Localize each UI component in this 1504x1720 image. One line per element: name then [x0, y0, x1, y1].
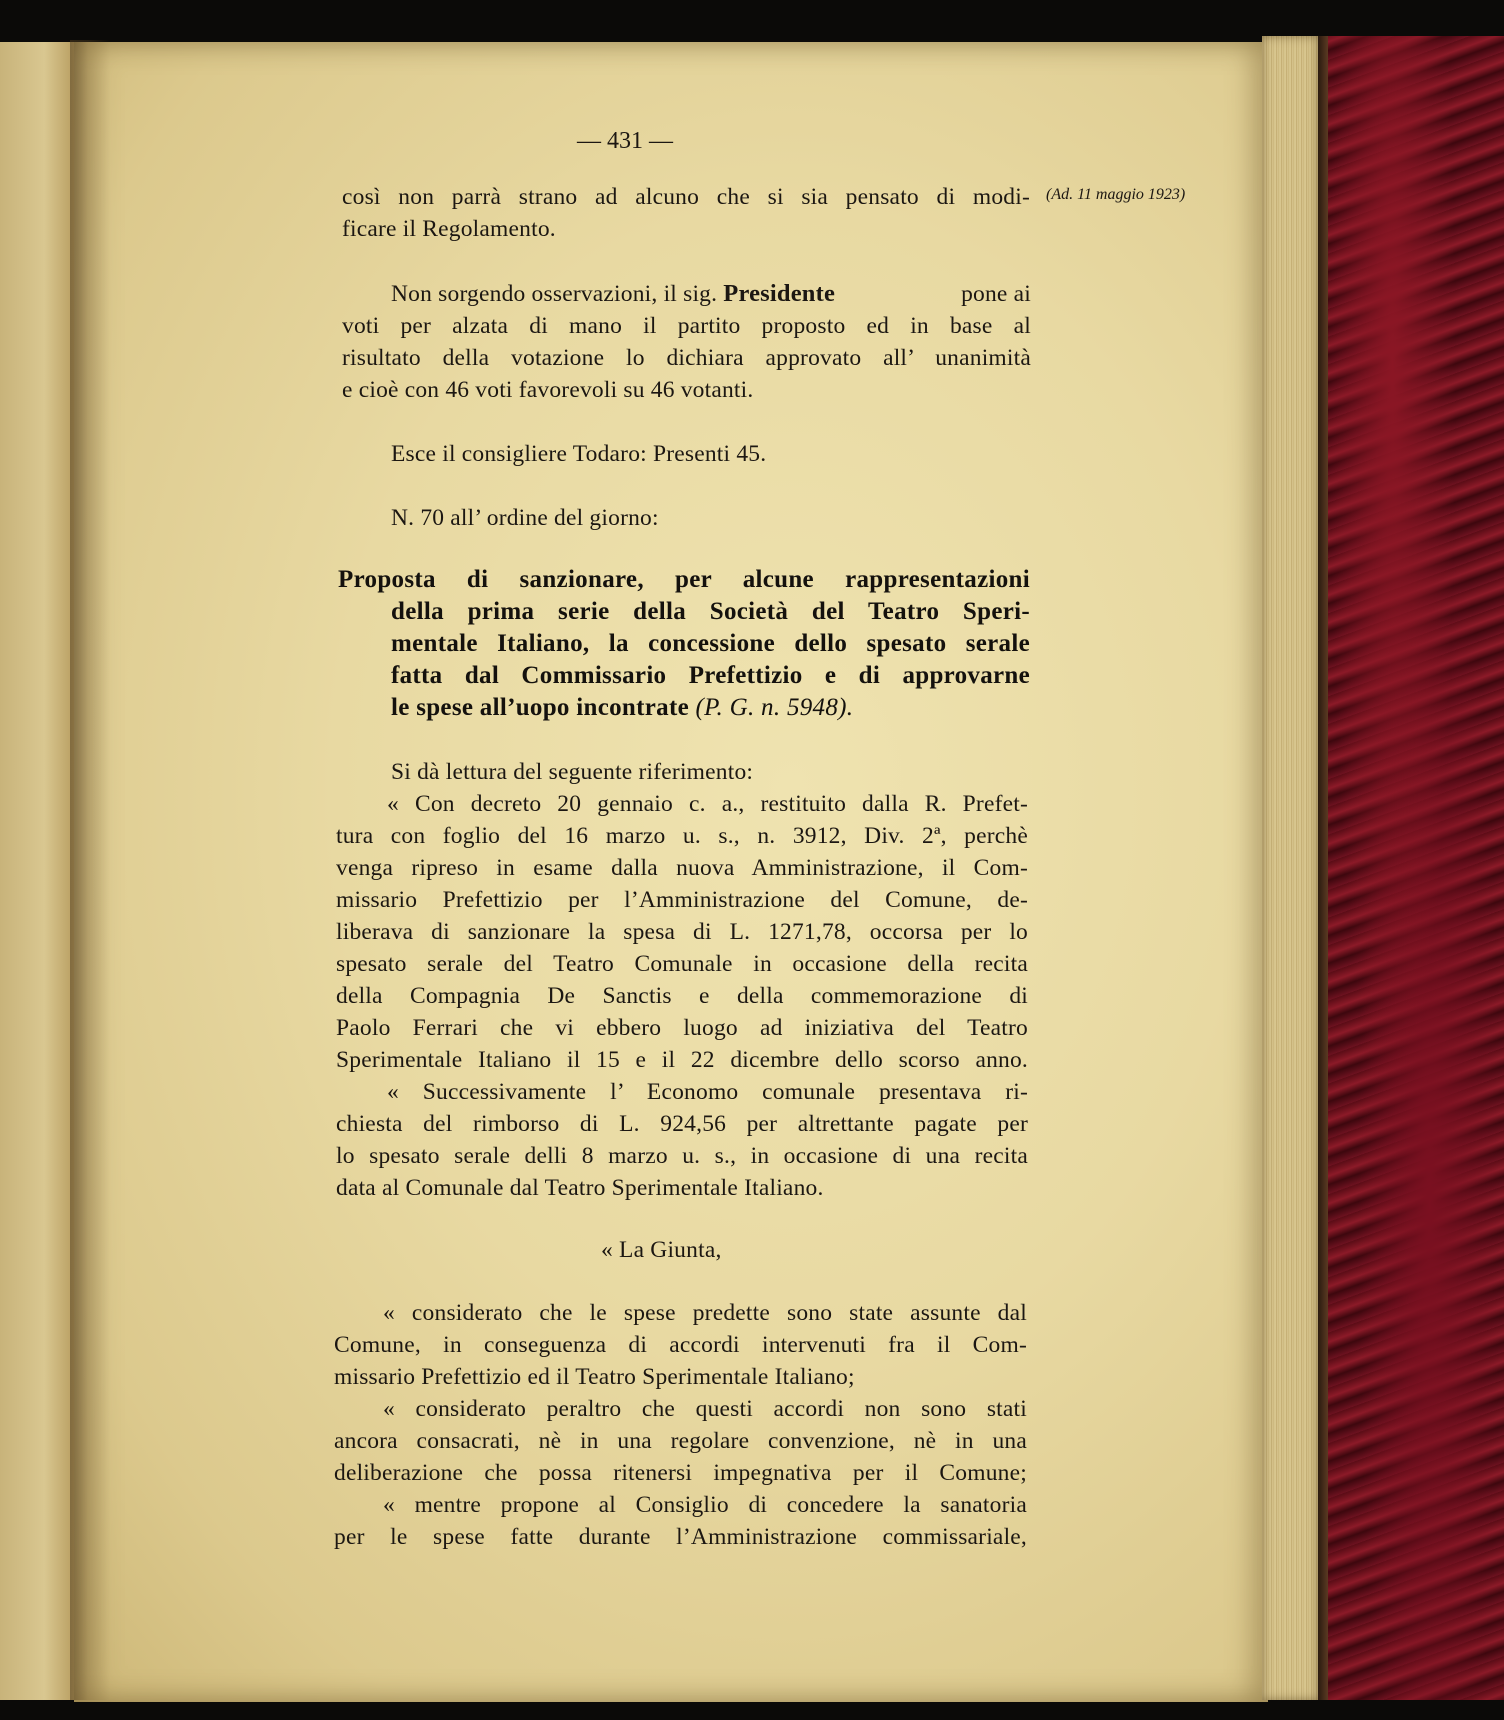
- text-line: « considerato che le spese predette sono state assunte dal: [383, 1300, 1027, 1326]
- text-line: « considerato peraltro che questi accordi non sono stati: [383, 1396, 1027, 1422]
- agenda-heading-line: fatta dal Commissario Prefettizio e di approvarne: [391, 662, 1030, 689]
- text-line: voti per alzata di mano il partito proposto ed in base al: [342, 313, 1031, 339]
- text-line: Esce il consigliere Todaro: Presenti 45.: [391, 441, 767, 467]
- protocol-reference: (P. G. n. 5948).: [695, 694, 854, 721]
- text-line: deliberazione che possa ritenersi impegnativa per il Comune;: [334, 1460, 1027, 1486]
- text-line: spesato serale del Teatro Comunale in occasione della recita: [336, 951, 1028, 977]
- text-line: lo spesato serale delli 8 marzo u. s., in occasione di una recita: [336, 1143, 1028, 1169]
- agenda-heading-line: della prima serie della Società del Teatro Speri-: [391, 598, 1030, 625]
- text-line: e cioè con 46 voti favorevoli su 46 votanti.: [342, 377, 754, 403]
- left-page-edge: [0, 42, 74, 1700]
- text-line: per le spese fatte durante l’Amministrazione commissariale,: [334, 1524, 1027, 1550]
- text-line: Si dà lettura del seguente riferimento:: [391, 759, 754, 785]
- text-line: data al Comunale dal Teatro Sperimentale Italiano.: [336, 1175, 824, 1201]
- agenda-heading-line: [391, 692, 853, 724]
- text-line: così non parrà strano ad alcuno che si sia pensato di modi-: [342, 184, 1030, 210]
- page-number: — 431 —: [577, 128, 673, 154]
- text-run: pone ai: [961, 281, 1031, 307]
- speaker-name: Presidente: [723, 280, 836, 307]
- page-edges-stack: [1262, 36, 1318, 1700]
- book-cover-marbled: [1318, 36, 1504, 1700]
- text-line: tura con foglio del 16 marzo u. s., n. 3912, Div. 2ª, perchè: [336, 823, 1028, 849]
- text-line: Paolo Ferrari che vi ebbero luogo ad iniziativa del Teatro: [336, 1015, 1028, 1041]
- text-line: Comune, in conseguenza di accordi intervenuti fra il Com-: [334, 1332, 1027, 1358]
- text-line: ficare il Regolamento.: [342, 216, 556, 242]
- text-line: N. 70 all’ ordine del giorno:: [391, 505, 659, 531]
- text-run: Non sorgendo osservazioni, il sig.: [391, 281, 724, 307]
- text-line: Sperimentale Italiano il 15 e il 22 dicembre dello scorso anno.: [336, 1047, 1028, 1073]
- text-line: missario Prefettizio ed il Teatro Sperimentale Italiano;: [334, 1364, 855, 1390]
- book-gutter: [70, 40, 110, 1700]
- text-line: chiesta del rimborso di L. 924,56 per altrettante pagate per: [336, 1111, 1028, 1137]
- book-cover-edge: [1318, 36, 1328, 1700]
- text-line: [391, 278, 1031, 310]
- text-line: venga ripreso in esame dalla nuova Amministrazione, il Com-: [336, 855, 1028, 881]
- text-line: liberava di sanzionare la spesa di L. 1271,78, occorsa per lo: [336, 919, 1028, 945]
- text-line: della Compagnia De Sanctis e della commemorazione di: [336, 983, 1028, 1009]
- heading-text: le spese all’uopo incontrate: [391, 694, 696, 721]
- text-line: missario Prefettizio per l’Amministrazione del Comune, de-: [336, 887, 1028, 913]
- text-line: « Con decreto 20 gennaio c. a., restituito dalla R. Prefet-: [387, 791, 1028, 817]
- text-line: « mentre propone al Consiglio di concedere la sanatoria: [383, 1492, 1027, 1518]
- margin-date-note: (Ad. 11 maggio 1923): [1046, 186, 1186, 203]
- agenda-heading-line: Proposta di sanzionare, per alcune rappresentazioni: [338, 566, 1030, 593]
- text-line: risultato della votazione lo dichiara approvato all’ unanimità: [342, 345, 1031, 371]
- text-line: ancora consacrati, nè in una regolare convenzione, nè in una: [334, 1428, 1027, 1454]
- text-line: « Successivamente l’ Economo comunale presentava ri-: [387, 1079, 1028, 1105]
- giunta-heading: « La Giunta,: [601, 1237, 722, 1263]
- agenda-heading-line: mentale Italiano, la concessione dello spesato serale: [391, 630, 1030, 657]
